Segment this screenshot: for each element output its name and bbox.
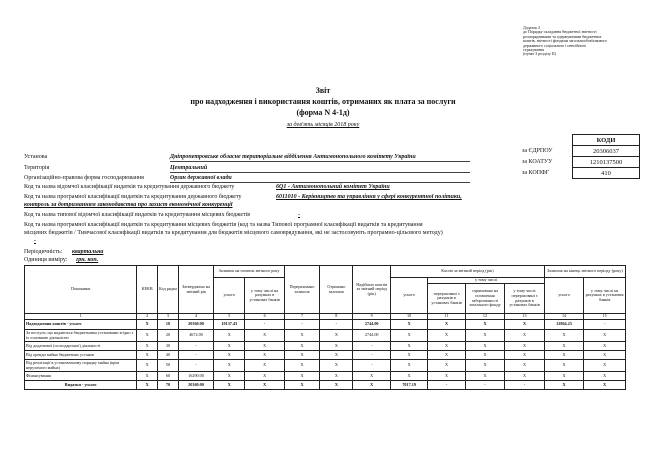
cell-transf: Х (284, 372, 319, 381)
cell-recv: Х (320, 381, 353, 390)
cell-acc: Х (245, 360, 285, 372)
annex-line: коштів, звітності фондами загальнообов'язкового (523, 38, 607, 44)
cell-p2: Х (465, 320, 505, 330)
cell-kekv: Х (137, 351, 158, 360)
col-header-spent-total: усього (390, 278, 427, 314)
cell-start: Х (214, 342, 245, 351)
cell-inc: Х (353, 381, 390, 390)
col-number: 3 (158, 314, 179, 320)
col-header-paid-accounts: перераховані з рахунків в установах банків (428, 284, 465, 314)
cell-p1: Х (428, 351, 465, 360)
cell-transf: Х (284, 381, 319, 390)
cell-kekv: Х (137, 360, 158, 372)
cell-name: Надходження коштів - усього (25, 320, 137, 330)
institution-value: Дніпропетровське обласне територіальне відділення Антимонопольного комітету України (170, 154, 470, 162)
cell-spent: Х (390, 342, 427, 351)
cell-endacc: Х (584, 372, 626, 381)
codes-header: КОДИ (573, 135, 640, 146)
legal-form-label: Організаційно-правова форма господарювання (24, 175, 144, 181)
col-number: 7 (284, 314, 319, 320)
cell-end: Х (544, 351, 584, 360)
col-header-total: усього (214, 278, 245, 314)
cell-start: Х (214, 372, 245, 381)
cell-end: Х (544, 381, 584, 390)
annex-line: до Порядку складання бюджетної звітності (523, 29, 597, 35)
cell-spent: Х (390, 372, 427, 381)
cell-code: 20 (158, 330, 179, 342)
unit-value: грн. коп. (76, 257, 99, 263)
cell-acc: Х (245, 372, 285, 381)
local-class-value: - (34, 238, 36, 244)
annex-line: Додаток 2 (523, 25, 540, 30)
report-subtitle: про надходження і використання коштів, отриманих як плата за послуги (190, 97, 456, 106)
cell-approved: 20360.00 (178, 381, 213, 390)
cell-p3: Х (505, 351, 545, 360)
institution-label: Установа (24, 154, 48, 160)
cell-p3: Х (505, 330, 545, 342)
cell-p3: - (505, 381, 545, 390)
report-table (24, 265, 626, 390)
col-header-incl-accounts: у тому числі на рахунках в установах банків (245, 278, 285, 314)
cell-acc: Х (245, 381, 285, 390)
col-number: 13 (505, 314, 545, 320)
codes-label: за КОПФГ (522, 170, 550, 176)
codes-label: за КОАТУУ (522, 159, 553, 165)
cell-transf: Х (284, 330, 319, 342)
col-header-end-incl-accounts: у тому числі на рахунках в установах банків (584, 278, 626, 314)
cell-kekv: Х (137, 330, 158, 342)
cell-p1: Х (428, 320, 465, 330)
cell-p1: Х (428, 360, 465, 372)
territory-value: Центральний (170, 165, 470, 173)
unit-label: Одиниця виміру: (24, 257, 68, 263)
col-number: 11 (428, 314, 465, 320)
col-number: 5 (214, 314, 245, 320)
cell-acc: Х (245, 351, 285, 360)
cell-approved: 20360.00 (178, 320, 213, 330)
cell-recv: - (320, 320, 353, 330)
typical-class-value: - (298, 212, 300, 218)
cell-p2: - (465, 381, 505, 390)
cell-acc: Х (245, 342, 285, 351)
cell-endacc: Х (584, 360, 626, 372)
cell-code: 60 (158, 372, 179, 381)
cell-end: Х (544, 360, 584, 372)
annex-line: страхування (523, 47, 544, 53)
col-number: 4 (178, 314, 213, 320)
dept-class-value: 6Q1 - Антимонопольний комітет України (276, 184, 390, 190)
cell-p2: Х (465, 330, 505, 342)
codes-value: 20306037 (573, 146, 640, 157)
table-row (25, 330, 626, 342)
cell-kekv: Х (137, 381, 158, 390)
col-number: 1 (25, 314, 137, 320)
program-class-value: 6011010 - Керівництво та управління у сфері конкурентної політики, (276, 194, 462, 200)
cell-start: Х (214, 360, 245, 372)
cell-start: Х (214, 351, 245, 360)
cell-endacc: Х (584, 342, 626, 351)
report-period: за дев'ять місяців 2018 року (286, 122, 360, 128)
col-header-spent-period: Касові за звітний період (рік) (390, 266, 544, 278)
cell-name: Фінансування (25, 372, 137, 381)
cell-recv: Х (320, 342, 353, 351)
cell-spent: Х (390, 360, 427, 372)
col-header-end-balance: Залишок на кінець звітного періоду (року) (544, 266, 625, 278)
codes-value: 410 (573, 168, 640, 179)
typical-class-label: Код та назва типової відомчої класифікації видатків та кредитування місцевих бюджетів (24, 212, 251, 218)
cell-p2: Х (465, 372, 505, 381)
cell-p1: Х (428, 342, 465, 351)
cell-transf: Х (284, 342, 319, 351)
cell-approved: - (178, 360, 213, 372)
cell-inc: - (353, 342, 390, 351)
cell-transf: Х (284, 351, 319, 360)
cell-p3: Х (505, 320, 545, 330)
cell-p1: - (428, 381, 465, 390)
codes-table (522, 134, 640, 179)
col-header-to-fund: спрямовано на погашення заборгованості загального фонду (465, 284, 505, 314)
annex-note (523, 26, 638, 57)
cell-end: Х (544, 330, 584, 342)
cell-acc: Х (245, 330, 285, 342)
annex-line: розпорядниками та одержувачами бюджетних (523, 33, 602, 39)
cell-inc: 2744.00 (353, 330, 390, 342)
cell-acc: - (245, 320, 285, 330)
cell-name: Від оренди майна бюджетних установ (25, 351, 137, 360)
cell-spent: 7017.19 (390, 381, 427, 390)
cell-name: За послуги, що надаються бюджетними установами згідно з їх основною діяльністю (25, 330, 137, 342)
cell-p2: Х (465, 360, 505, 372)
cell-transf: - (284, 320, 319, 330)
col-number: 15 (584, 314, 626, 320)
cell-end: Х (544, 342, 584, 351)
cell-recv: Х (320, 372, 353, 381)
cell-endacc: - (584, 320, 626, 330)
cell-start: 10137.43 (214, 320, 245, 330)
cell-p2: Х (465, 351, 505, 360)
table-row (25, 342, 626, 351)
col-header-received-period: Надійшло коштів за звітний період (рік) (353, 266, 390, 314)
cell-end: 12864.23 (544, 320, 584, 330)
cell-recv: Х (320, 351, 353, 360)
cell-transf: Х (284, 360, 319, 372)
report-form: (форма N 4-1д) (296, 108, 350, 117)
cell-spent: Х (390, 351, 427, 360)
cell-end: Х (544, 372, 584, 381)
cell-p2: Х (465, 342, 505, 351)
cell-kekv: Х (137, 320, 158, 330)
cell-code: 10 (158, 320, 179, 330)
cell-start: Х (214, 330, 245, 342)
cell-recv: Х (320, 360, 353, 372)
col-header-end-total: усього (544, 278, 584, 314)
table-row (25, 351, 626, 360)
table-row (25, 372, 626, 381)
cell-approved: 4672.00 (178, 330, 213, 342)
annex-line: (пункт 3 розділу ІІ) (523, 51, 556, 57)
dept-class-label: Код та назва відомчої класифікації видатків та кредитування державного бюджету (24, 184, 235, 190)
col-number: 9 (353, 314, 390, 320)
col-number: 10 (390, 314, 427, 320)
col-number: 8 (320, 314, 353, 320)
program-class-value-2: контроль за дотриманням законодавства про захист економічної конкуренції (24, 202, 233, 208)
codes-block (522, 134, 640, 179)
report-title: Звіт (315, 86, 331, 95)
cell-recv: Х (320, 330, 353, 342)
cell-kekv: Х (137, 342, 158, 351)
periodicity-value: квартальна (72, 249, 104, 255)
cell-endacc: Х (584, 330, 626, 342)
cell-endacc: Х (584, 351, 626, 360)
table-row (25, 381, 626, 390)
annex-line: державного соціального і пенсійного (523, 42, 587, 48)
table-row (25, 320, 626, 330)
cell-start: Х (214, 381, 245, 390)
cell-inc: - (353, 351, 390, 360)
col-number: 12 (465, 314, 505, 320)
cell-name: Від реалізації в установленому порядку майна (крім нерухомого майна) (25, 360, 137, 372)
local-class-line-2: місцевих бюджетів / Тимчасової класифікації видатків та кредитування для бюджетів місцевого самоврядування, які не застосовують програмно-цільового методу) (24, 230, 443, 236)
col-header-received: Отримано залишок (320, 266, 353, 314)
col-number: 14 (544, 314, 584, 320)
cell-code: 40 (158, 351, 179, 360)
table-row (25, 360, 626, 372)
cell-inc: - (353, 360, 390, 372)
cell-name: Від додаткової (господарської) діяльності (25, 342, 137, 351)
codes-label: за ЄДРПОУ (522, 148, 553, 154)
col-header-row-code: Код рядка (158, 266, 179, 314)
col-number: 6 (245, 314, 285, 320)
cell-code: 70 (158, 381, 179, 390)
legal-form-value: Орган державної влади (170, 175, 470, 183)
cell-kekv: Х (137, 372, 158, 381)
col-number: 2 (137, 314, 158, 320)
cell-approved: - (178, 342, 213, 351)
cell-p3: Х (505, 342, 545, 351)
cell-inc: 2744.00 (353, 320, 390, 330)
cell-code: 30 (158, 342, 179, 351)
cell-p3: Х (505, 372, 545, 381)
cell-p3: Х (505, 360, 545, 372)
col-header-approved: Затверджено на звітний рік (178, 266, 213, 314)
periodicity-label: Періодичність: (24, 249, 63, 255)
col-header-kekv: КЕКВ (137, 266, 158, 314)
col-header-start-balance: Залишок на початок звітного року (214, 266, 285, 278)
program-class-label: Код та назва програмної класифікації видатків та кредитування державного бюджету (24, 194, 242, 200)
cell-p1: Х (428, 372, 465, 381)
cell-spent: Х (390, 330, 427, 342)
cell-endacc: Х (584, 381, 626, 390)
cell-approved: - (178, 351, 213, 360)
cell-code: 50 (158, 360, 179, 372)
cell-p1: Х (428, 330, 465, 342)
col-header-incl: у тому числі (428, 278, 544, 284)
cell-name: Видатки - усього (25, 381, 137, 390)
territory-label: Територія (24, 165, 50, 171)
col-header-indicator: Показники (25, 266, 137, 314)
col-header-paid-accounts-2: у тому числі перераховані з рахунків в установах банків (505, 284, 545, 314)
cell-approved: 16290.00 (178, 372, 213, 381)
cell-spent: Х (390, 320, 427, 330)
codes-value: 1210137500 (573, 157, 640, 168)
local-class-line-1: Код та назва програмної класифікації видатків та кредитування місцевих бюджетів (код та назва Типової програмної класифікації видатків та кредитування (24, 222, 423, 228)
col-header-transferred: Перераховано залишок (284, 266, 319, 314)
cell-inc: Х (353, 372, 390, 381)
